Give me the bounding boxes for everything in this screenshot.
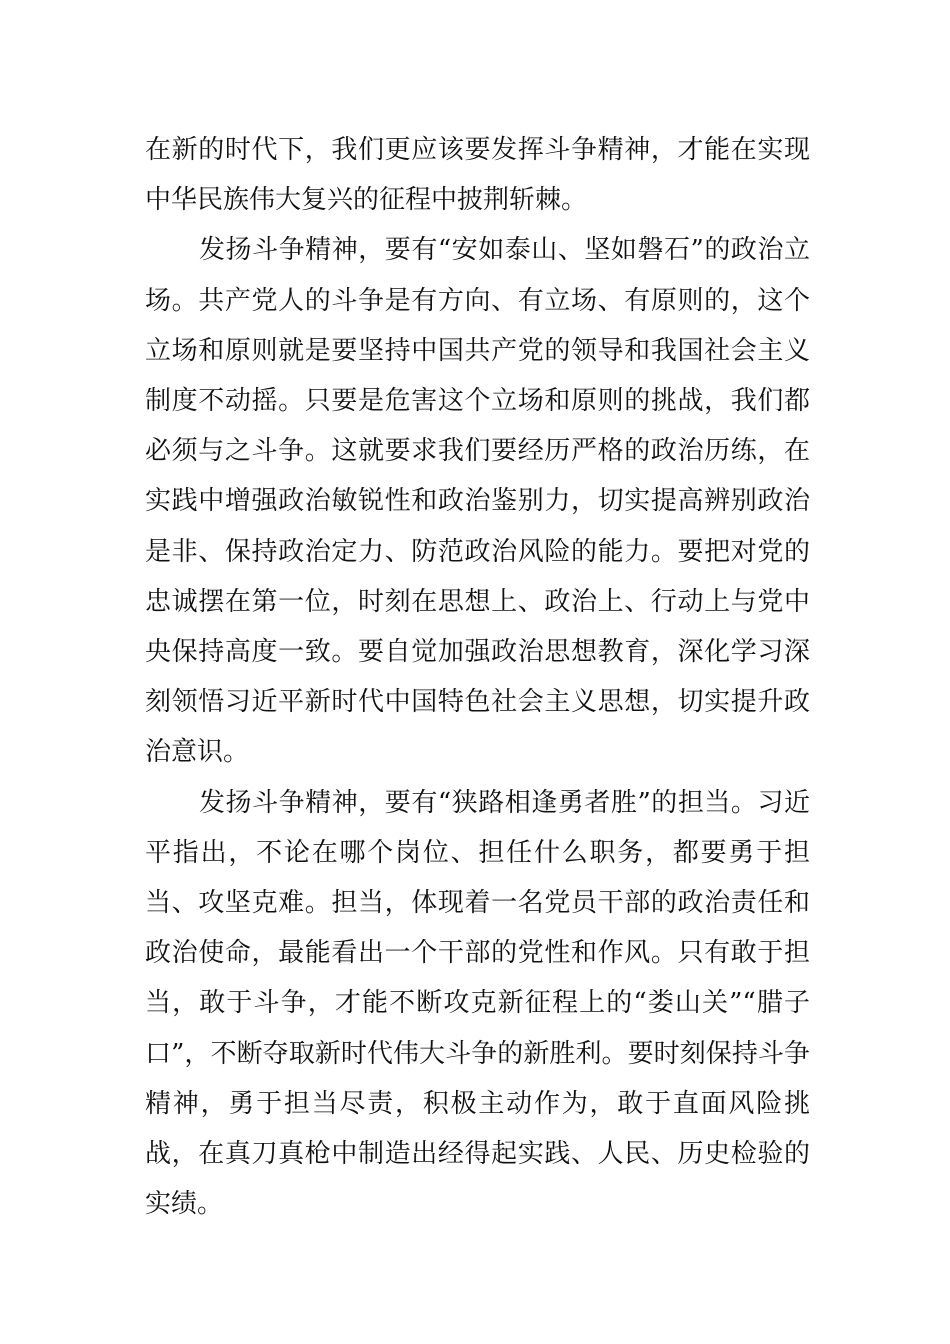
paragraph-2: 发扬斗争精神，要有“安如泰山、坚如磐石”的政治立场。共产党人的斗争是有方向、有立场、有原则的，这个立场和原则就是要坚持中国共产党的领导和我国社会主义制度不动摇。只要是危害这个立场和原则的挑战，我们都必须与之斗争。这就要求我们要经历严格的政治历练，在实践中增强政治敏锐性和政治鉴别力，切实提高辨别政治是非、保持政治定力、防范政治风险的能力。要把对党的忠诚摆在第一位，时刻在思想上、政治上、行动上与党中央保持高度一致。要自觉加强政治思想教育，深化学习深刻领悟习近平新时代中国特色社会主义思想，切实提升政治意识。 [145,235,810,768]
paragraph-1: 在新的时代下，我们更应该要发挥斗争精神，才能在实现中华民族伟大复兴的征程中披荆斩棘。 [145,135,810,216]
document-body [145,125,810,1229]
paragraph-3: 发扬斗争精神，要有“狭路相逢勇者胜”的担当。习近平指出，不论在哪个岗位、担任什么职务，都要勇于担当、攻坚克难。担当，体现着一名党员干部的政治责任和政治使命，最能看出一个干部的党性和作风。只有敢于担当，敢于斗争，才能不断攻克新征程上的“娄山关”“腊子口”，不断夺取新时代伟大斗争的新胜利。要时刻保持斗争精神，勇于担当尽责，积极主动作为，敢于直面风险挑战，在真刀真枪中制造出经得起实践、人民、历史检验的实绩。 [145,787,810,1220]
